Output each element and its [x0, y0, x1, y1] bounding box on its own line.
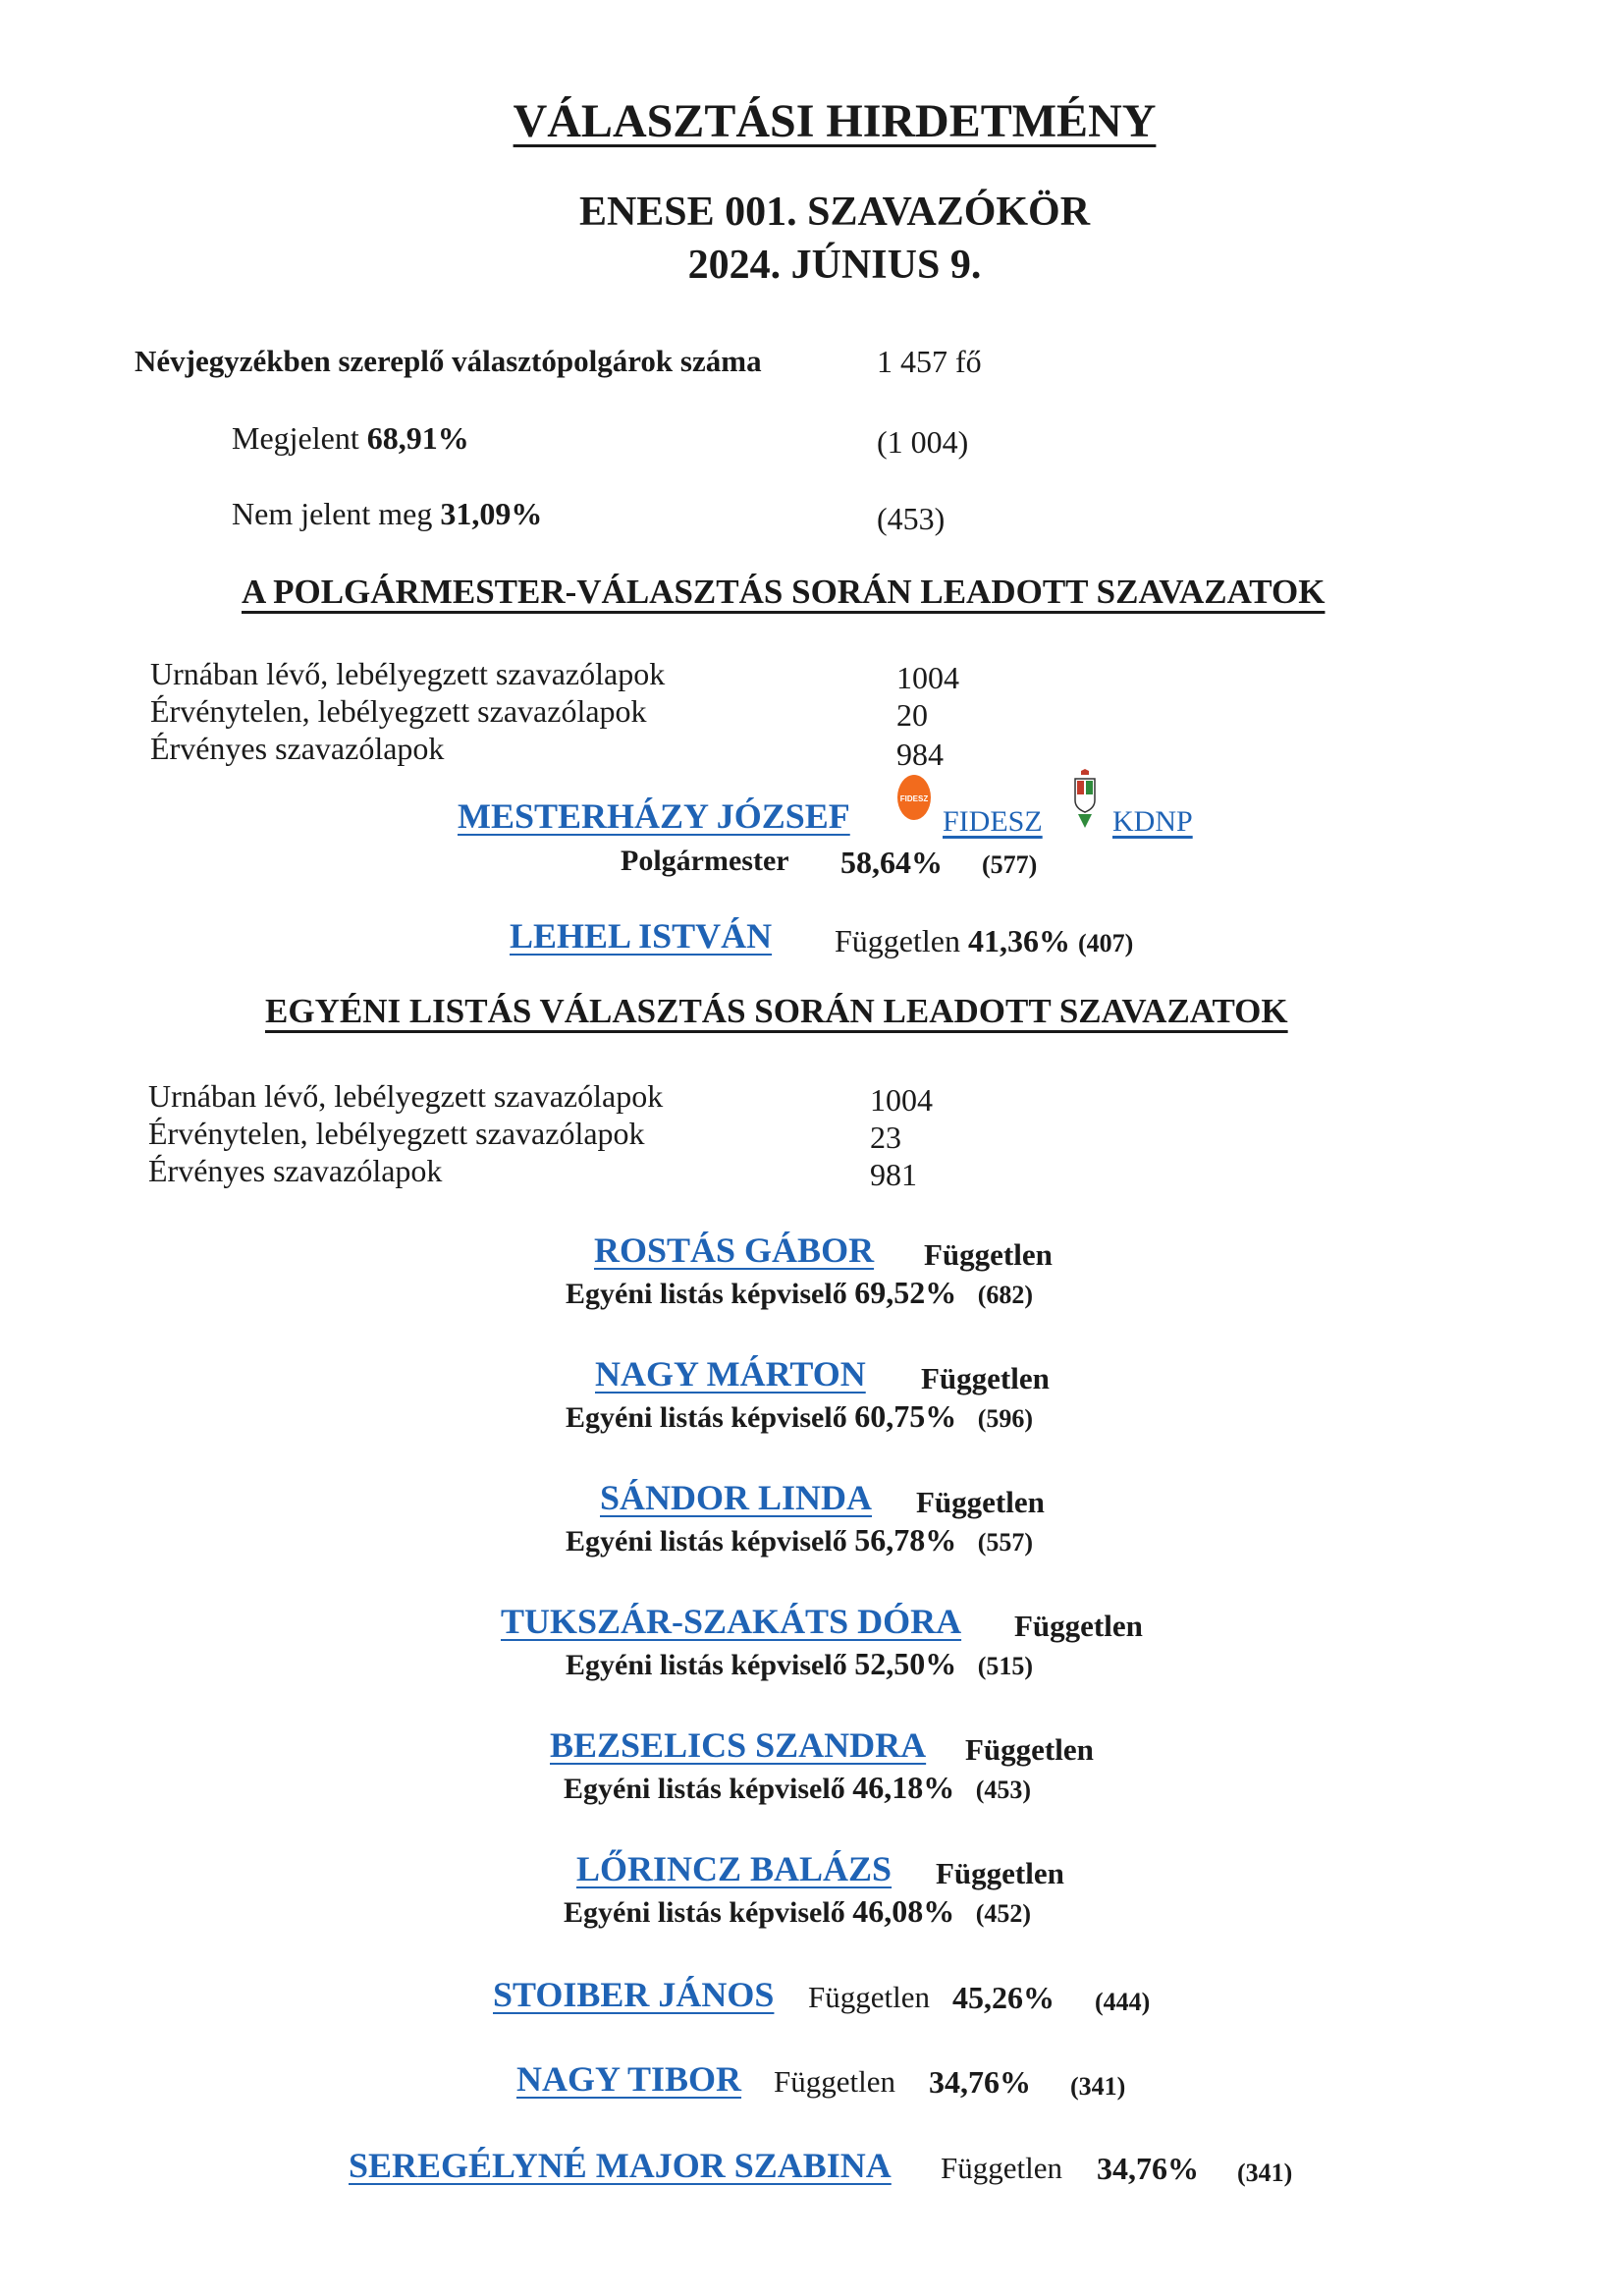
elected-member-affiliation: Független — [936, 1856, 1064, 1890]
appeared-count: (1 004) — [877, 424, 969, 460]
elected-member-result — [566, 1646, 1033, 1682]
council-stat-label-ballots: Urnában lévő, lebélyegzett szavazólapok — [148, 1078, 664, 1114]
candidate-votes: (341) — [1070, 2072, 1126, 2101]
elected-member-result — [564, 1770, 1031, 1806]
mayor-stat-label-invalid: Érvénytelen, lebélyegzett szavazólapok — [150, 693, 647, 729]
elected-member-percent: 46,08% — [852, 1893, 955, 1929]
elected-member-result — [566, 1275, 1033, 1311]
candidate-votes: (444) — [1095, 1988, 1151, 2016]
candidate-percent: 34,76% — [929, 2064, 1031, 2100]
elected-member-affiliation: Független — [1014, 1609, 1143, 1643]
mayor-winner-role: Polgármester — [621, 845, 789, 877]
candidate-affiliation: Független — [941, 2151, 1062, 2185]
candidate-name-link[interactable]: NAGY TIBOR — [516, 2059, 742, 2099]
elected-member-role: Egyéni listás képviselő — [566, 1401, 847, 1434]
absent-label: Nem jelent meg — [232, 496, 441, 531]
mayor-winner-name-link[interactable]: MESTERHÁZY JÓZSEF — [458, 796, 850, 836]
candidate-name-link[interactable]: SEREGÉLYNÉ MAJOR SZABINA — [349, 2146, 892, 2185]
candidate-affiliation: Független — [808, 1980, 930, 2014]
elected-member-votes: (453) — [975, 1776, 1032, 1804]
elected-member-name-link[interactable]: NAGY MÁRTON — [595, 1354, 866, 1394]
elected-member-name-link[interactable]: LŐRINCZ BALÁZS — [576, 1849, 893, 1888]
council-stat-value-valid: 981 — [870, 1157, 917, 1192]
absent-count: (453) — [877, 501, 946, 536]
elected-member-role: Egyéni listás képviselő — [564, 1773, 845, 1805]
candidate-affiliation: Független — [774, 2064, 895, 2099]
elected-member-votes: (452) — [975, 1899, 1032, 1928]
candidate-votes: (341) — [1237, 2159, 1293, 2187]
fidesz-link[interactable]: FIDESZ — [943, 805, 1043, 838]
election-date: 2024. JÚNIUS 9. — [687, 243, 982, 288]
elected-member-affiliation: Független — [965, 1732, 1094, 1767]
mayor-candidate-percent: 41,36% — [967, 923, 1070, 958]
elected-member-votes: (557) — [977, 1528, 1034, 1557]
council-stat-label-valid: Érvényes szavazólapok — [148, 1153, 443, 1188]
elected-member-percent: 56,78% — [854, 1522, 957, 1558]
elected-member-name-link[interactable]: BEZSELICS SZANDRA — [550, 1725, 927, 1765]
mayor-candidate-votes: (407) — [1077, 929, 1134, 957]
council-stat-value-invalid: 23 — [870, 1120, 901, 1155]
registered-voters-value: 1 457 fő — [877, 344, 982, 379]
elected-member-role: Egyéni listás képviselő — [564, 1896, 845, 1929]
elected-member-affiliation: Független — [921, 1361, 1050, 1395]
fidesz-logo-text: FIDESZ — [899, 794, 929, 803]
elected-member-name-link[interactable]: SÁNDOR LINDA — [600, 1478, 873, 1517]
elected-member-role: Egyéni listás képviselő — [566, 1649, 847, 1681]
council-stat-value-ballots: 1004 — [870, 1082, 933, 1118]
candidate-percent: 34,76% — [1097, 2151, 1199, 2186]
elected-member-result — [566, 1398, 1033, 1435]
elected-member-votes: (596) — [977, 1404, 1034, 1433]
elected-member-percent: 69,52% — [854, 1275, 957, 1310]
mayor-stat-label-valid: Érvényes szavazólapok — [150, 731, 445, 766]
mayor-stat-value-ballots: 1004 — [896, 660, 959, 695]
mayor-winner-percent: 58,64% — [840, 845, 943, 880]
mayor-stat-value-valid: 984 — [896, 737, 944, 772]
elected-member-votes: (515) — [977, 1652, 1034, 1680]
elected-member-percent: 60,75% — [854, 1398, 957, 1434]
elected-member-result — [566, 1522, 1033, 1558]
page-title: VÁLASZTÁSI HIRDETMÉNY — [513, 95, 1157, 147]
appeared-row — [232, 420, 469, 457]
elected-member-result — [564, 1893, 1031, 1930]
elected-member-role: Egyéni listás képviselő — [566, 1525, 847, 1558]
fidesz-logo-icon — [896, 773, 932, 830]
elected-member-percent: 52,50% — [854, 1646, 957, 1681]
elected-member-votes: (682) — [977, 1281, 1034, 1309]
mayor-stat-value-invalid: 20 — [896, 697, 928, 733]
mayor-section-heading: A POLGÁRMESTER-VÁLASZTÁS SORÁN LEADOTT SZAVAZATOK — [242, 573, 1325, 611]
elected-member-name-link[interactable]: ROSTÁS GÁBOR — [594, 1230, 875, 1270]
mayor-winner-votes: (577) — [982, 850, 1038, 879]
registered-voters-label: Névjegyzékben szereplő választópolgárok száma — [135, 344, 762, 378]
elected-member-affiliation: Független — [916, 1485, 1045, 1519]
mayor-candidate-name-link[interactable]: LEHEL ISTVÁN — [510, 916, 773, 956]
council-section-heading: EGYÉNI LISTÁS VÁLASZTÁS SORÁN LEADOTT SZAVAZATOK — [265, 992, 1288, 1030]
candidate-percent: 45,26% — [952, 1980, 1055, 2015]
kdnp-logo-icon — [1072, 769, 1098, 832]
council-stat-label-invalid: Érvénytelen, lebélyegzett szavazólapok — [148, 1116, 645, 1151]
mayor-candidate-result — [835, 923, 1133, 959]
district-heading: ENESE 001. SZAVAZÓKÖR — [578, 190, 1091, 235]
elected-member-affiliation: Független — [924, 1237, 1053, 1272]
appeared-label: Megjelent — [232, 420, 367, 456]
absent-row — [232, 496, 542, 532]
elected-member-role: Egyéni listás képviselő — [566, 1278, 847, 1310]
mayor-candidate-affiliation: Független — [835, 923, 960, 958]
elected-member-name-link[interactable]: TUKSZÁR-SZAKÁTS DÓRA — [501, 1602, 962, 1641]
candidate-name-link[interactable]: STOIBER JÁNOS — [493, 1975, 775, 2014]
elected-member-percent: 46,18% — [852, 1770, 955, 1805]
appeared-percent: 68,91% — [366, 420, 469, 456]
kdnp-link[interactable]: KDNP — [1112, 805, 1193, 838]
absent-percent: 31,09% — [440, 496, 543, 531]
mayor-stat-label-ballots: Urnában lévő, lebélyegzett szavazólapok — [150, 656, 666, 691]
